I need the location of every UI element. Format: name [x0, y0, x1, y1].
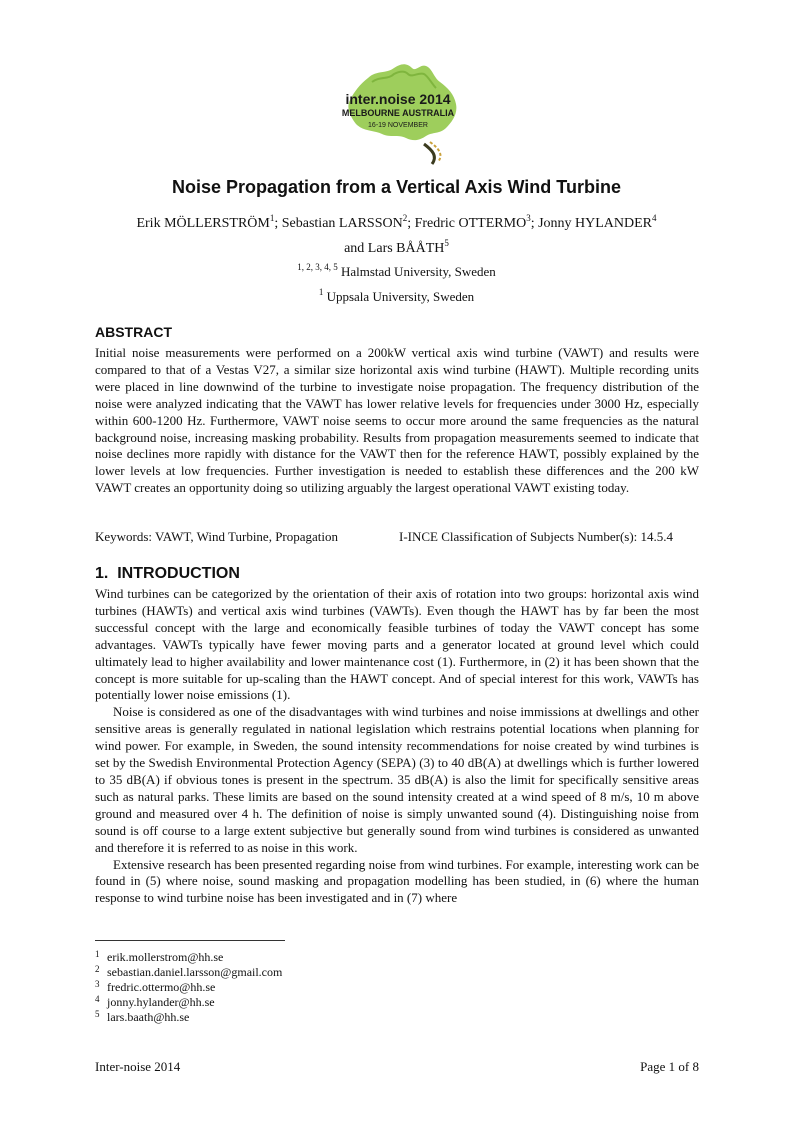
- footnote: [95, 980, 282, 995]
- footnotes: [95, 950, 282, 1025]
- author-5-sup: 5: [444, 238, 449, 248]
- logo-location-text: MELBOURNE AUSTRALIA: [341, 108, 455, 118]
- intro-paragraph-1: Wind turbines can be categorized by the orientation of their axis of rotation into two groups: horizontal axis wind turbines (HAWTs) and vertical axis wind turbines (VAWTs). Even though the HAWT has by far been the most successful concept with the large and economically feasible turbines of today the VAWT concept has some advantages. VAWTs typically have fewer moving parts and a generator located at ground level which could ultimately lead to higher availability and lower maintenance cost (1). Furthermore, in (2) it has been shown that the concept is more suitable for up-scaling than the HAWT concept. And of special interest for this work, VAWTs has potentially lower noise emissions (1).: [95, 586, 699, 703]
- author-4-sup: 4: [652, 213, 657, 223]
- intro-paragraph-2: Noise is considered as one of the disadvantages with wind turbines and noise immissions at dwellings and other sensitive areas is generally regulated in national legislation which restrains potential locations when planning for wind power. For example, in Sweden, the sound intensity recommendations for noise created by wind turbines is set by the Swedish Environmental Protection Agency (SEPA) (3) to 40 dB(A) at dwellings which is further lowered to 35 dB(A) if obvious tones is present in the spectrum. 35 dB(A) is also the limit for specifically sensitive areas such as natural parks. These limits are based on the sound intensity created at a wind speed of 8 m/s, 10 m above ground and measured over 4 h. The definition of noise is simply unwanted sound (4). Distinguishing noise from sound is off course to a large extent subjective but generally sound from wind turbines is considered as unwanted and therefore it is referred to as noise in this work.: [95, 704, 699, 855]
- footnote-email[interactable]: jonny.hylander@hh.se: [107, 995, 215, 1009]
- author-line-2: [0, 238, 793, 257]
- logo-title-text: inter.noise 2014: [345, 91, 451, 107]
- author-3: ; Fredric OTTERMO: [407, 216, 527, 231]
- footnote-number: 3: [95, 979, 100, 989]
- author-1: Erik MÖLLERSTRÖM: [136, 216, 270, 231]
- footnote-email[interactable]: sebastian.daniel.larsson@gmail.com: [107, 965, 283, 979]
- paper-title: Noise Propagation from a Vertical Axis Wind Turbine: [172, 177, 621, 197]
- author-2-sup: 2: [402, 213, 408, 223]
- affiliation-1-text: Halmstad University, Sweden: [340, 264, 496, 279]
- footnote: [95, 995, 282, 1010]
- abstract-heading: ABSTRACT: [95, 324, 172, 340]
- affiliation-2-sup: 1: [318, 287, 324, 297]
- australia-map-logo: [328, 58, 468, 170]
- classification: I-INCE Classification of Subjects Number(s): 14.5.4: [399, 529, 674, 544]
- footnote-number: 5: [95, 1009, 100, 1019]
- affiliation-2-text: Uppsala University, Sweden: [326, 289, 475, 304]
- footnote: [95, 1010, 282, 1025]
- footnote-email[interactable]: erik.mollerstrom@hh.se: [107, 950, 224, 964]
- keywords: Keywords: VAWT, Wind Turbine, Propagation: [95, 529, 339, 544]
- footer-page-number: Page 1 of 8: [640, 1059, 699, 1074]
- author-line-1: [0, 213, 793, 232]
- author-2: ; Sebastian LARSSON: [274, 216, 403, 231]
- footnote-number: 4: [95, 994, 100, 1004]
- affiliation-2: [0, 289, 793, 305]
- section-heading-introduction: 1. INTRODUCTION: [95, 565, 240, 582]
- intro-paragraph-3: Extensive research has been presented regarding noise from wind turbines. For example, interesting work can be found in (5) where noise, sound masking and propagation modelling has been studied, in (6) where the human response to wind turbine noise has been investigated and in (7) where: [95, 856, 699, 906]
- author-3-sup: 3: [526, 213, 531, 223]
- introduction-body: [95, 586, 699, 907]
- footnote-email[interactable]: fredric.ottermo@hh.se: [107, 980, 216, 994]
- footnote: [95, 965, 282, 980]
- author-4: ; Jonny HYLANDER: [530, 216, 653, 231]
- logo-date-text: 16-19 NOVEMBER: [368, 122, 428, 129]
- conference-logo: [328, 58, 468, 170]
- affiliation-1-sup: 1, 2, 3, 4, 5: [297, 262, 338, 272]
- footnote-number: 1: [95, 949, 100, 959]
- author-1-sup: 1: [269, 213, 275, 223]
- abstract-text: Initial noise measurements were performed on a 200kW vertical axis wind turbine (VAWT) and results were compared to that of a Vestas V27, a similar size horizontal axis wind turbine (HAWT). Multiple recording units were placed in line downwind of the turbine to investigate noise propagation. The frequency distribution of the noise were analyzed indicating that the VAWT has lower relative levels for frequencies under 3000 Hz, especially within 600-1200 Hz. Furthermore, VAWT noise seems to occur more around the same frequencies as the natural background noise, increasing masking probability. Results from propagation measurements seemed to indicate that noise declines more rapidly with distance for the VAWT then for the reference HAWT, possibly explained by the lower levels at low frequencies. Further investigation is needed to establish these differences and the 200 kW VAWT creates an opportunity doing so utilizing arguably the largest operational VAWT existing today.: [95, 345, 699, 496]
- author-5: and Lars BÅÅTH: [344, 241, 445, 256]
- footnote-divider: [95, 940, 285, 941]
- footnote: [95, 950, 282, 965]
- footnote-number: 2: [95, 964, 100, 974]
- footer-conference: Inter-noise 2014: [95, 1059, 181, 1074]
- affiliation-1: [0, 264, 793, 280]
- footnote-email[interactable]: lars.baath@hh.se: [107, 1010, 190, 1024]
